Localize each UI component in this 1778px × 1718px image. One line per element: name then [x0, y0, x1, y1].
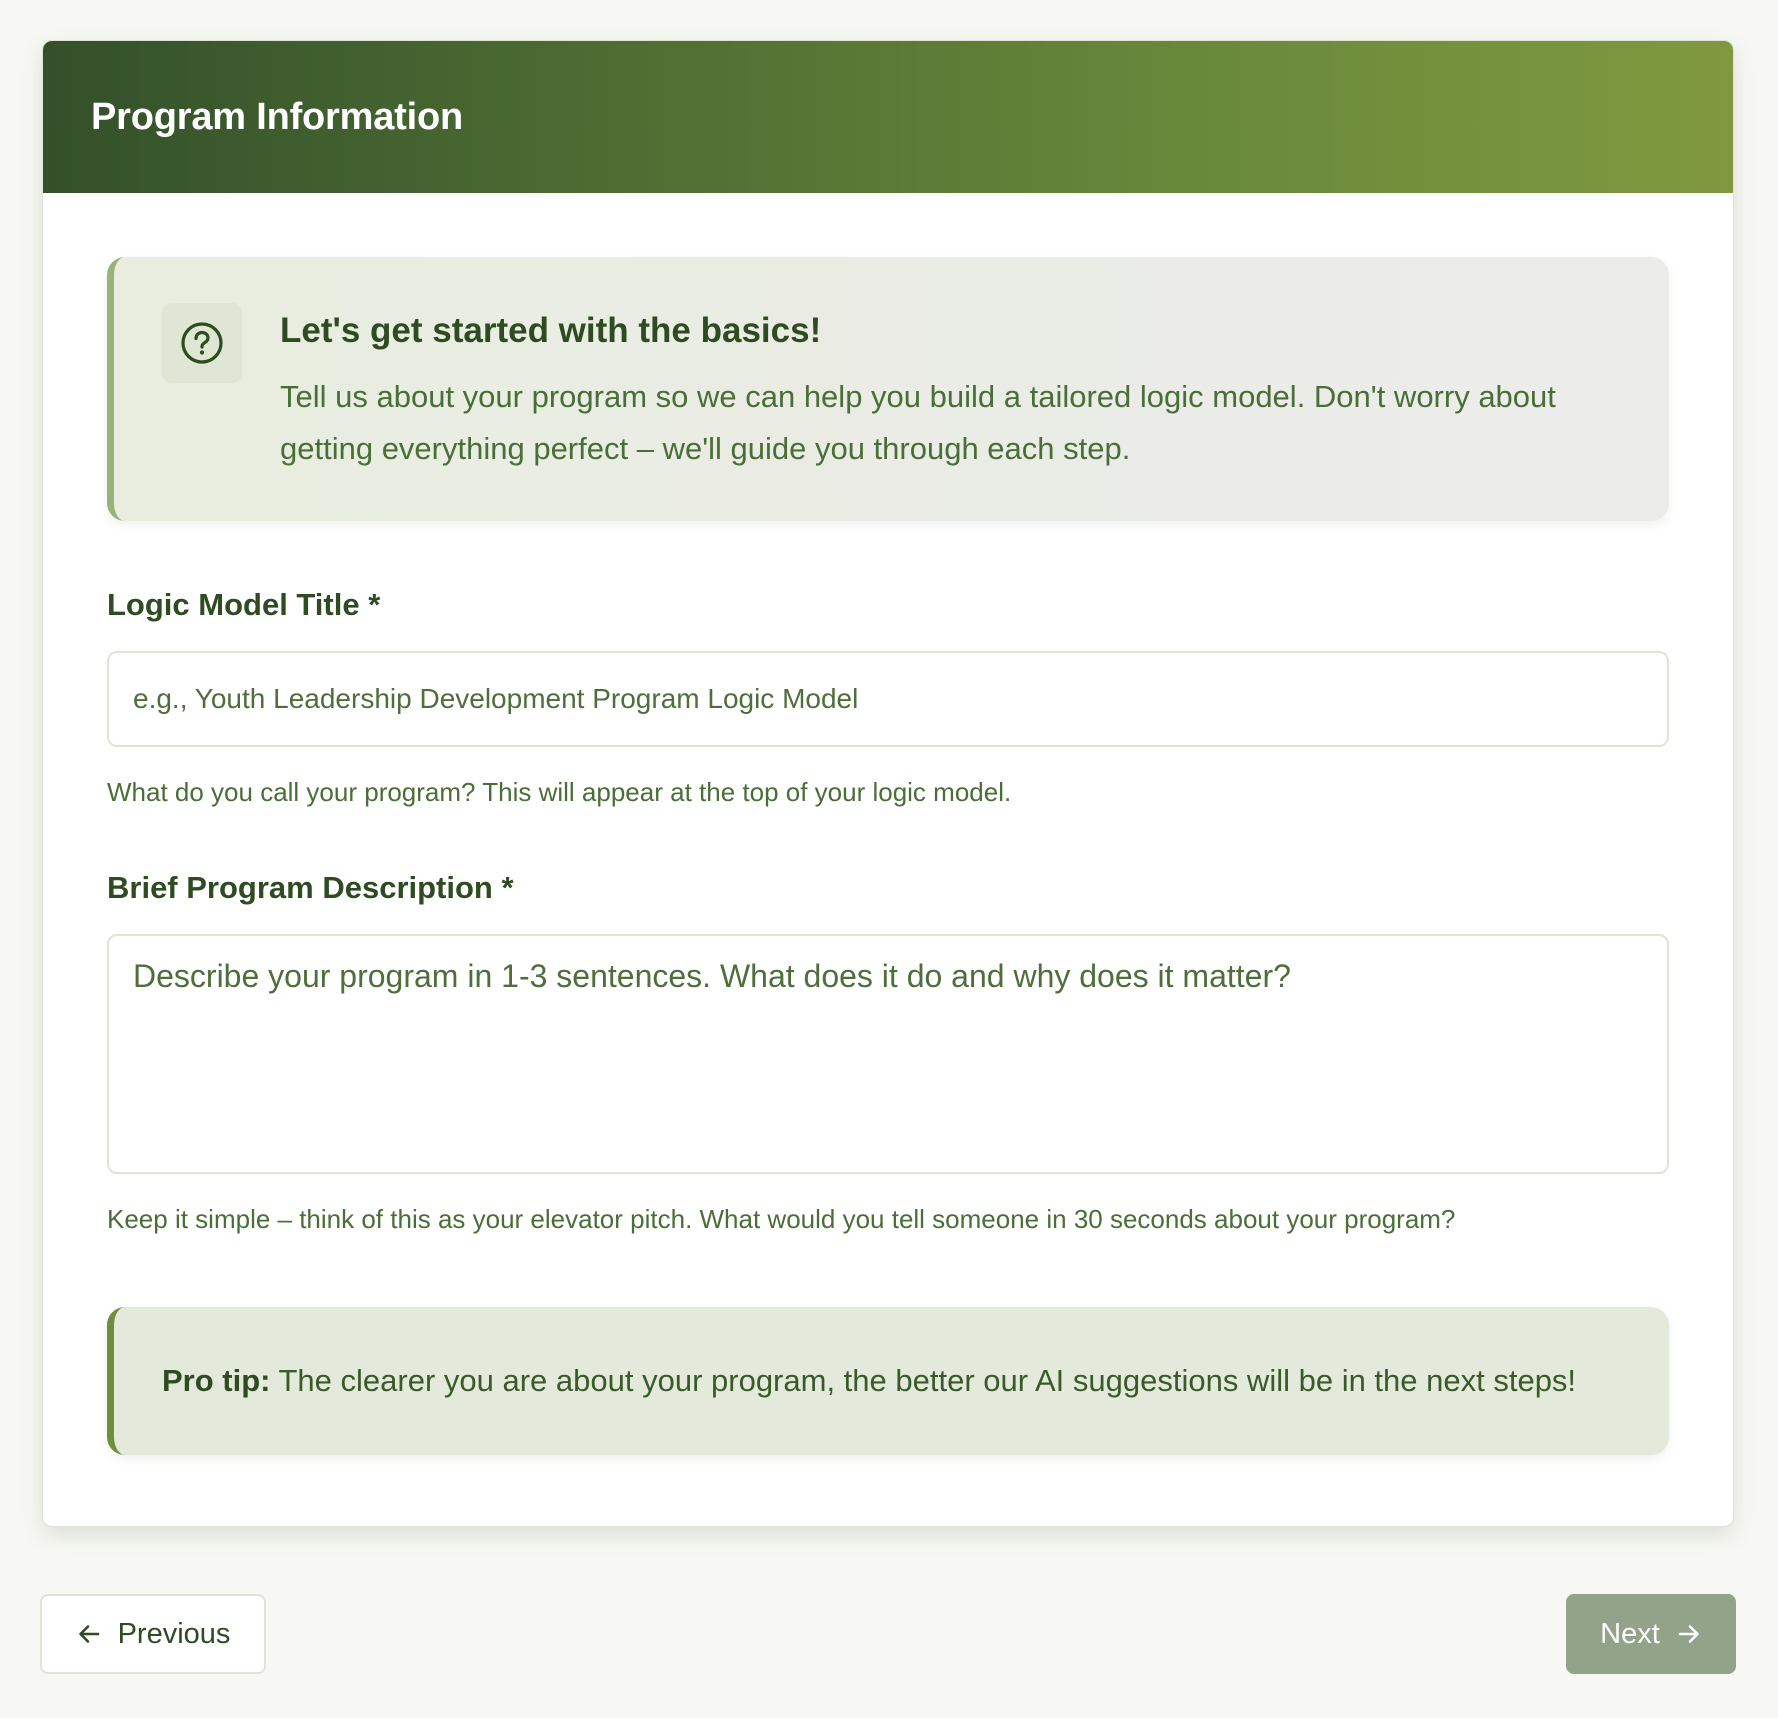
program-description-help: Keep it simple – think of this as your elevator pitch. What would you tell someone in 30 seconds about your program?: [107, 1204, 1456, 1234]
intro-callout: [107, 257, 1669, 521]
question-circle-icon: [162, 303, 242, 383]
arrow-right-icon: [1676, 1621, 1702, 1647]
pro-tip-callout: [107, 1307, 1669, 1455]
logic-model-title-label: Logic Model Title *: [107, 587, 381, 622]
logic-model-title-help: What do you call your program? This will appear at the top of your logic model.: [107, 777, 1012, 807]
next-button-label: Next: [1600, 1617, 1660, 1650]
card-header: [43, 41, 1733, 193]
program-description-label: Brief Program Description *: [107, 870, 514, 905]
program-description-textarea[interactable]: [107, 934, 1669, 1174]
next-button[interactable]: [1566, 1594, 1736, 1674]
intro-title: Let's get started with the basics!: [280, 311, 822, 350]
intro-text: Tell us about your program so we can help you build a tailored logic model. Don't worry about getting everything perfect – we'll guide you through each step.: [280, 379, 1556, 466]
previous-button-label: Previous: [117, 1617, 231, 1650]
page-title: Program Information: [91, 95, 464, 138]
previous-button[interactable]: [40, 1594, 266, 1674]
logic-model-title-input[interactable]: [107, 651, 1669, 747]
pro-tip-text: The clearer you are about your program, the better our AI suggestions will be in the next steps!: [278, 1363, 1577, 1398]
pro-tip-label: Pro tip:: [162, 1363, 271, 1398]
program-info-card: [42, 40, 1734, 1527]
arrow-left-icon: [76, 1621, 102, 1647]
card-body: [43, 193, 1733, 1455]
